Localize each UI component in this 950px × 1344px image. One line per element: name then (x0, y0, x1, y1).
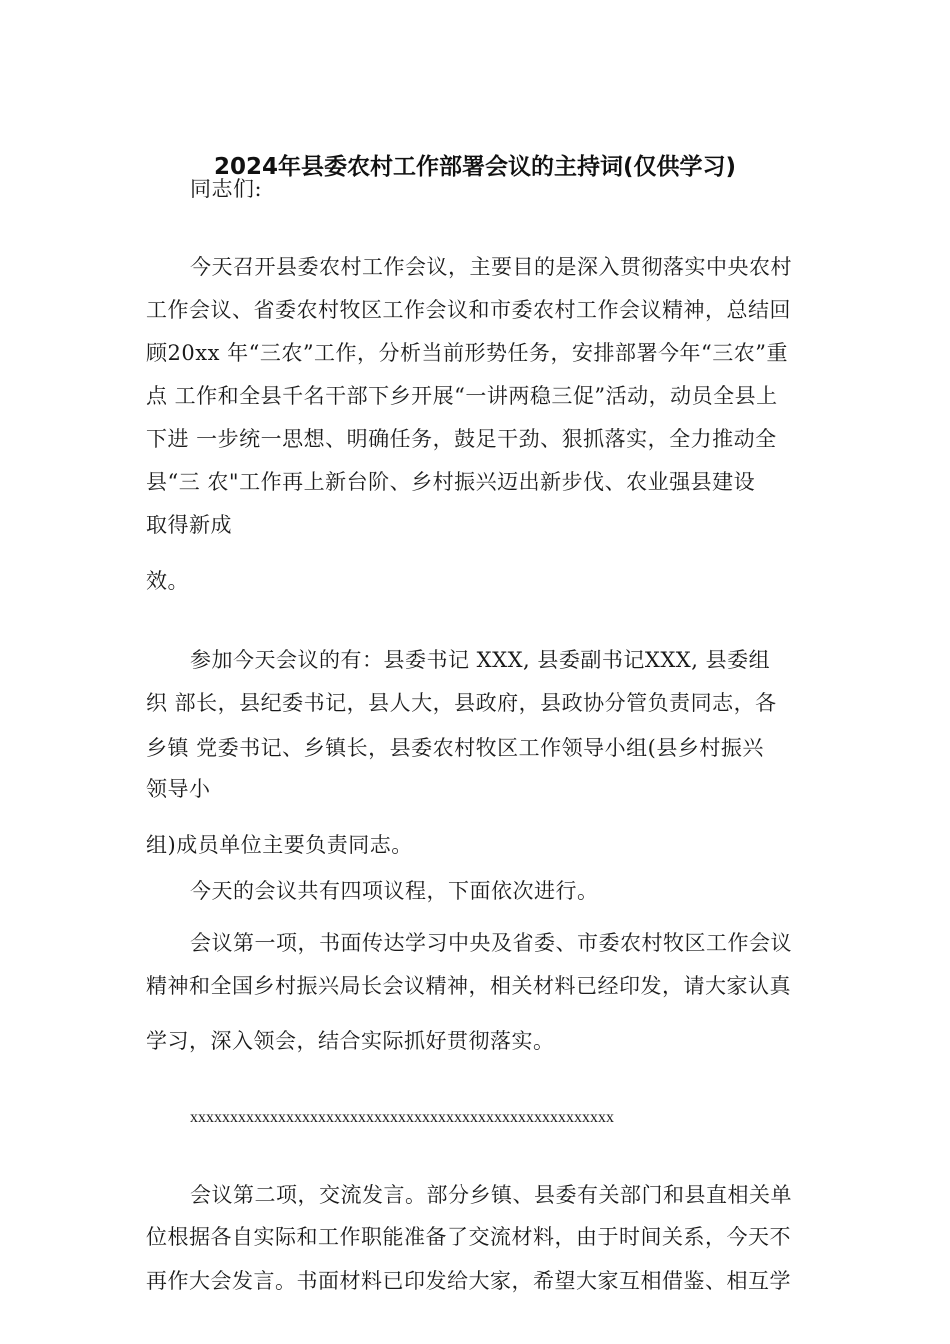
paragraph-line: 位根据各自实际和工作职能准备了交流材料，由于时间关系，今天不 (146, 1225, 791, 1249)
paragraph-line: 效。 (146, 569, 189, 593)
paragraph-line: 参加今天会议的有：县委书记 XXX, 县委副书记XXX, 县委组 (190, 648, 771, 672)
paragraph-line: 织 部长，县纪委书记，县人大，县政府，县政协分管负责同志，各 (146, 691, 777, 715)
paragraph-line: 学习，深入领会，结合实际抓好贯彻落实。 (146, 1029, 555, 1053)
paragraph-line: 今天的会议共有四项议程，下面依次进行。 (190, 879, 599, 903)
paragraph-line: 今天召开县委农村工作会议，主要目的是深入贯彻落实中央农村 (190, 255, 792, 279)
paragraph-line: 工作会议、省委农村牧区工作会议和市委农村工作会议精神，总结回 (146, 298, 791, 322)
paragraph-line: 会议第一项，书面传达学习中央及省委、市委农村牧区工作会议 (190, 931, 792, 955)
salutation: 同志们: (190, 177, 263, 201)
paragraph-line: 乡镇 党委书记、乡镇长，县委农村牧区工作领导小组(县乡村振兴 (146, 736, 764, 760)
paragraph-line: 再作大会发言。书面材料已印发给大家，希望大家互相借鉴、相互学 (146, 1269, 791, 1293)
paragraph-line: 点 工作和全县千名干部下乡开展“一讲两稳三促”活动，动员全县上 (146, 384, 778, 408)
paragraph-line: 县“三 农"工作再上新台阶、乡村振兴迈出新步伐、农业强县建设 (146, 470, 756, 494)
paragraph-line: 领导小 (146, 777, 211, 801)
paragraph-line: 组)成员单位主要负责同志。 (146, 833, 413, 857)
paragraph-line: 精神和全国乡村振兴局长会议精神，相关材料已经印发，请大家认真 (146, 974, 791, 998)
document-title: 2024年县委农村工作部署会议的主持词(仅供学习) (213, 154, 737, 180)
paragraph-line: 会议第二项，交流发言。部分乡镇、县委有关部门和县直相关单 (190, 1183, 792, 1207)
paragraph-line: 下进 一步统一思想、明确任务，鼓足干劲、狠抓落实，全力推动全 (146, 427, 777, 451)
paragraph-line: 取得新成 (146, 513, 232, 537)
placeholder-x-line: xxxxxxxxxxxxxxxxxxxxxxxxxxxxxxxxxxxxxxxxxxxxxxxxxxxxx (190, 1109, 614, 1126)
paragraph-line: 顾20xx 年“三农”工作，分析当前形势任务，安排部署今年“三农”重 (146, 341, 789, 365)
